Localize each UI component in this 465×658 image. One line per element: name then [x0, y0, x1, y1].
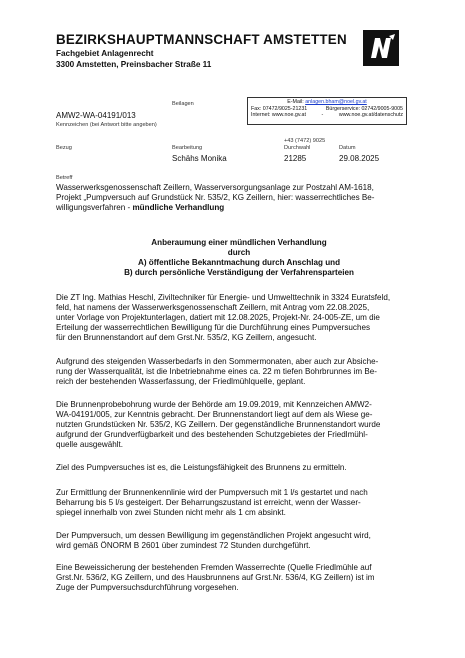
- contact-web-row: [251, 112, 403, 119]
- subject-label: Betreff: [56, 175, 73, 181]
- heading-line: Anberaumung einer mündlichen Verhandlung: [151, 238, 327, 247]
- paragraph-line: Zuge der Pumpversuchsdurchführung vorgesehen.: [56, 583, 239, 593]
- subject-line: [56, 203, 422, 213]
- website: Internet: www.noe.gv.at: [251, 112, 306, 119]
- paragraph-line: feld, hat namens der Wasserwerksgenossenschaft Zeillern, mit Antrag vom 22.08.2025,: [56, 303, 370, 313]
- heading-line: durch: [227, 248, 251, 258]
- subject-text: [56, 183, 422, 213]
- heading-line: A) öffentliche Bekanntmachung durch Anschlag und: [137, 258, 341, 268]
- separator: -: [321, 112, 324, 119]
- paragraph-line: wird gemäß ÖNORM B 2601 über zumindest 72 Stunden durchgeführt.: [56, 541, 311, 551]
- subject-emphasis: mündliche Verhandlung: [132, 203, 225, 213]
- document-date: 29.08.2025: [339, 154, 380, 163]
- heading-line: B) durch persönliche Verständigung der Verfahrensparteien: [124, 268, 354, 278]
- bearbeitung-label: Bearbeitung: [172, 145, 203, 151]
- email-label: E-Mail:: [287, 99, 304, 105]
- authority-name: BEZIRKSHAUPTMANNSCHAFT AMSTETTEN: [56, 32, 347, 47]
- paragraph-line: Die Brunnenprobebohrung wurde der Behörde am 19.09.2019, mit Kennzeichen AMW2-: [56, 400, 372, 409]
- paragraph-line: aufgrund der Grundverfügbarkeit und des bestehenden Schutzgebietes der Friedlmühl-: [56, 430, 368, 440]
- paragraph-line: rung der Wasserqualität, ist die Inbetriebnahme eines ca. 22 m tiefen Bohrbrunnes im Be-: [56, 367, 377, 377]
- subject-line: Projekt „Pumpversuch auf Grundstück Nr. 535/2, KG Zeillern, hier: wasserrechtliches Be-: [56, 193, 375, 203]
- paragraph-duration: [56, 531, 422, 551]
- bezug-label: Bezug: [56, 145, 72, 151]
- paragraph-test-drilling: [56, 400, 422, 450]
- contact-email-row: [251, 99, 403, 106]
- department-name: Fachgebiet Anlagenrecht: [56, 49, 154, 58]
- subject-line-part: willigungsverfahren -: [56, 203, 133, 213]
- durchwahl-label: Durchwahl: [284, 145, 311, 151]
- paragraph-line: Der Pumpversuch, um dessen Bewilligung im gegenständlichen Projekt angesucht wird,: [56, 531, 371, 540]
- paragraph-line: Zur Ermittlung der Brunnenkennlinie wird der Pumpversuch mit 1 l/s gestartet und nach: [56, 488, 368, 497]
- service-number: Bürgerservice: 02742/9005-9005: [325, 105, 403, 112]
- paragraph-line: für den Brunnenstandort auf dem Grst.Nr. 535/2, KG Zeillern, angesucht.: [56, 333, 317, 343]
- privacy-link: www.noe.gv.at/datenschutz: [338, 112, 403, 119]
- phone-prefix: +43 (7472) 9025: [284, 138, 326, 144]
- paragraph-line: nutzten Grundstücken Nr. 535/2, KG Zeillern. Der gegenständliche Brunnenstandort wurde: [56, 420, 381, 430]
- paragraph-purpose: [56, 357, 422, 387]
- contact-box: [247, 97, 407, 125]
- hearing-heading: [56, 238, 422, 278]
- noe-logo-icon: [363, 30, 399, 66]
- paragraph-line: reich der bestehenden Wasserfassung, der Friedlmühlquelle, geplant.: [56, 377, 306, 387]
- beilagen-label: Beilagen: [172, 101, 194, 107]
- paragraph-line: Aufgrund des steigenden Wasserbedarfs in den Sommermonaten, aber auch zur Absiche-: [56, 357, 379, 366]
- reference-number: AMW2-WA-04191/013: [56, 111, 136, 120]
- paragraph-line: quelle ausgewählt.: [56, 440, 124, 450]
- email-link[interactable]: anlagen.bham@noel.gv.at: [305, 99, 367, 105]
- contact-fax-row: [251, 106, 403, 113]
- paragraph-line: Die ZT Ing. Mathias Heschl, Ziviltechniker für Energie- und Umwelttechnik in 3324 Euratsfeld,: [56, 293, 391, 302]
- paragraph-line: Ziel des Pumpversuches ist es, die Leistungsfähigkeit des Brunnens zu ermitteln.: [56, 463, 347, 472]
- paragraph-line: Eine Beweissicherung der bestehenden Fremden Wasserrechte (Quelle Friedlmühle auf: [56, 563, 372, 572]
- fax-number: Fax: 07472/9025-21231: [251, 105, 308, 112]
- paragraph-line: unter Vorlage von Projektunterlagen, datiert mit 12.08.2025, Projekt-Nr. 24-005-ZE, um die: [56, 313, 380, 323]
- paragraph-evidence: [56, 563, 422, 593]
- datum-label: Datum: [339, 145, 356, 151]
- paragraph-line: WA-04191/005, zur Kenntnis gebracht. Der Brunnenstandort liegt auf dem als Wiese ge-: [56, 410, 373, 420]
- reference-label: Kennzeichen (bei Antwort bitte angeben): [56, 122, 157, 128]
- authority-address: 3300 Amstetten, Preinsbacher Straße 11: [56, 60, 212, 69]
- paragraph-line: Beharrung bis 5 l/s gesteigert. Der Beharrungszustand ist erreicht, wenn der Wasser-: [56, 498, 361, 508]
- paragraph-line: spiegel innerhalb von zwei Stunden nicht mehr als 1 cm absinkt.: [56, 508, 286, 518]
- subject-line: Wasserwerksgenossenschaft Zeillern, Wasserversorgungsanlage zur Postzahl AM-1618,: [56, 183, 374, 192]
- paragraph-goal: [56, 463, 422, 473]
- paragraph-application: [56, 293, 422, 343]
- paragraph-procedure: [56, 488, 422, 518]
- paragraph-line: Grst.Nr. 536/2, KG Zeillern, und des Hausbrunnens auf Grst.Nr. 536/4, KG Zeillern) ist im: [56, 573, 375, 583]
- clerk-name: Schähs Monika: [172, 154, 227, 163]
- extension-number: 21285: [284, 154, 307, 163]
- paragraph-line: Erteilung der wasserrechtlichen Bewilligung für die Durchführung eines Pumpversuches: [56, 323, 371, 333]
